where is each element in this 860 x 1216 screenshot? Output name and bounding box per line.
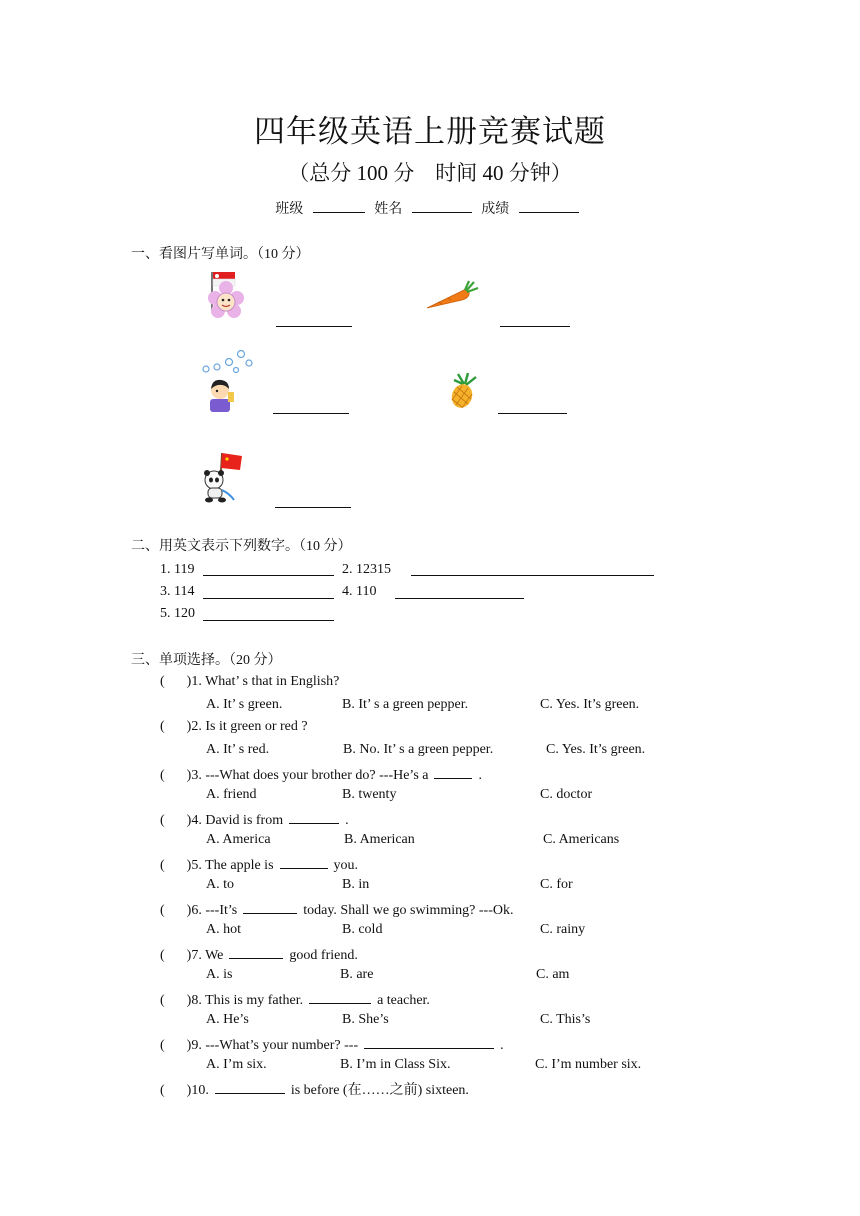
option-a: A. hot xyxy=(206,921,241,937)
section3-heading: 三、单项选择。（20 分） xyxy=(131,653,282,668)
number-answer-3[interactable] xyxy=(203,598,334,599)
question-text: 8. This is my father. xyxy=(191,993,304,1008)
answer-line-5[interactable] xyxy=(275,507,351,508)
question-text-tail: a teacher. xyxy=(377,993,430,1008)
answer-bracket-close: ) xyxy=(186,903,192,918)
option-c: C. Yes. It’s green. xyxy=(546,741,646,757)
option-b: B. No. It’ s a green pepper. xyxy=(343,741,494,757)
question-text-tail: . xyxy=(345,813,349,828)
number-item-2: 2. 12315 xyxy=(342,562,391,577)
option-c: C. I’m number six. xyxy=(535,1056,642,1072)
question-blank[interactable] xyxy=(215,1079,285,1094)
number-item-5: 5. 120 xyxy=(160,606,195,621)
name-field[interactable] xyxy=(412,198,472,213)
question-text-tail: is before (在……之前) sixteen. xyxy=(290,1083,469,1098)
number-answer-4[interactable] xyxy=(395,598,524,599)
question-text: 9. ---What’s your number? --- xyxy=(191,1038,359,1053)
option-c: C. doctor xyxy=(540,786,593,802)
question-text: 2. Is it green or red ? xyxy=(191,719,308,734)
option-b: B. are xyxy=(340,966,374,982)
question-2 xyxy=(160,719,308,735)
answer-bracket-open[interactable]: ( xyxy=(160,719,165,734)
answer-bracket-open[interactable]: ( xyxy=(160,674,165,689)
answer-bracket-open[interactable]: ( xyxy=(160,903,165,918)
question-text-tail: . xyxy=(500,1038,504,1053)
question-4 xyxy=(160,809,349,829)
section2-heading: 二、用英文表示下列数字。（10 分） xyxy=(131,539,352,554)
number-answer-2[interactable] xyxy=(411,575,654,576)
question-blank[interactable] xyxy=(243,899,297,914)
option-b: B. in xyxy=(342,876,370,892)
question-text: 3. ---What does your brother do? ---He’s a xyxy=(191,768,429,783)
answer-line-3[interactable] xyxy=(273,413,349,414)
question-3 xyxy=(160,764,482,784)
question-blank[interactable] xyxy=(280,854,328,869)
number-answer-1[interactable] xyxy=(203,575,334,576)
question-blank[interactable] xyxy=(434,764,472,779)
question-1 xyxy=(160,674,339,690)
number-item-1: 1. 119 xyxy=(160,562,195,577)
option-b: B. twenty xyxy=(342,786,397,802)
panda-with-flag-icon xyxy=(200,450,248,504)
answer-bracket-open[interactable]: ( xyxy=(160,993,165,1008)
pineapple-icon xyxy=(446,372,480,410)
option-a: A. friend xyxy=(206,786,257,802)
question-blank[interactable] xyxy=(309,989,371,1004)
answer-line-1[interactable] xyxy=(276,326,352,327)
answer-bracket-open[interactable]: ( xyxy=(160,858,165,873)
answer-line-4[interactable] xyxy=(498,413,567,414)
question-text: 7. We xyxy=(191,948,224,963)
question-text: 4. David is from xyxy=(191,813,284,828)
number-answer-5[interactable] xyxy=(203,620,334,621)
answer-bracket-close: ) xyxy=(186,674,192,689)
question-text-tail: today. Shall we go swimming? ---Ok. xyxy=(303,903,514,918)
answer-bracket-close: ) xyxy=(186,719,192,734)
answer-bracket-open[interactable]: ( xyxy=(160,948,165,963)
question-blank[interactable] xyxy=(289,809,339,824)
carrot-icon xyxy=(424,280,480,312)
question-text: 5. The apple is xyxy=(191,858,274,873)
page-subtitle: （总分 100 分 时间 40 分钟） xyxy=(288,161,572,185)
option-c: C. This’s xyxy=(540,1011,591,1027)
number-item-4: 4. 110 xyxy=(342,584,377,599)
score-field[interactable] xyxy=(519,198,579,213)
answer-bracket-close: ) xyxy=(186,813,192,828)
option-c: C. am xyxy=(536,966,570,982)
question-text-tail: good friend. xyxy=(289,948,358,963)
page-title: 四年级英语上册竞赛试题 xyxy=(254,114,606,149)
class-label: 班级 xyxy=(275,202,304,217)
name-label: 姓名 xyxy=(374,202,403,217)
score-label: 成绩 xyxy=(481,202,510,217)
option-c: C. Americans xyxy=(543,831,620,847)
question-text: 1. What’ s that in English? xyxy=(191,674,340,689)
option-b: B. I’m in Class Six. xyxy=(340,1056,451,1072)
answer-bracket-open[interactable]: ( xyxy=(160,1083,165,1098)
question-10 xyxy=(160,1079,469,1099)
question-blank[interactable] xyxy=(229,944,283,959)
answer-bracket-open[interactable]: ( xyxy=(160,813,165,828)
question-text-tail: you. xyxy=(333,858,359,873)
question-9 xyxy=(160,1034,504,1054)
question-text: 10. xyxy=(191,1083,209,1098)
answer-bracket-close: ) xyxy=(186,858,192,873)
option-b: B. American xyxy=(344,831,415,847)
option-a: A. It’ s green. xyxy=(206,696,283,712)
option-a: A. to xyxy=(206,876,234,892)
option-b: B. It’ s a green pepper. xyxy=(342,696,469,712)
number-item-3: 3. 114 xyxy=(160,584,195,599)
answer-bracket-close: ) xyxy=(186,993,192,1008)
child-blowing-bubbles-icon xyxy=(198,348,256,414)
answer-bracket-open[interactable]: ( xyxy=(160,1038,165,1053)
option-a: A. It’ s red. xyxy=(206,741,270,757)
flower-with-flag-icon xyxy=(204,268,248,324)
question-6 xyxy=(160,899,513,919)
option-b: B. cold xyxy=(342,921,383,937)
answer-bracket-close: ) xyxy=(186,1083,192,1098)
option-c: C. Yes. It’s green. xyxy=(540,696,640,712)
answer-bracket-close: ) xyxy=(186,948,192,963)
question-5 xyxy=(160,854,358,874)
option-b: B. She’s xyxy=(342,1011,389,1027)
option-a: A. I’m six. xyxy=(206,1056,267,1072)
student-info-row xyxy=(0,198,860,218)
answer-bracket-close: ) xyxy=(186,1038,192,1053)
class-field[interactable] xyxy=(313,198,365,213)
answer-line-2[interactable] xyxy=(500,326,570,327)
option-a: A. America xyxy=(206,831,271,847)
question-8 xyxy=(160,989,430,1009)
question-text: 6. ---It’s xyxy=(191,903,238,918)
question-text-tail: . xyxy=(478,768,482,783)
option-a: A. is xyxy=(206,966,233,982)
answer-bracket-open[interactable]: ( xyxy=(160,768,165,783)
option-c: C. for xyxy=(540,876,573,892)
question-7 xyxy=(160,944,358,964)
option-c: C. rainy xyxy=(540,921,586,937)
answer-bracket-close: ) xyxy=(186,768,192,783)
section1-heading: 一、看图片写单词。（10 分） xyxy=(131,247,310,262)
question-blank[interactable] xyxy=(364,1034,494,1049)
option-a: A. He’s xyxy=(206,1011,249,1027)
